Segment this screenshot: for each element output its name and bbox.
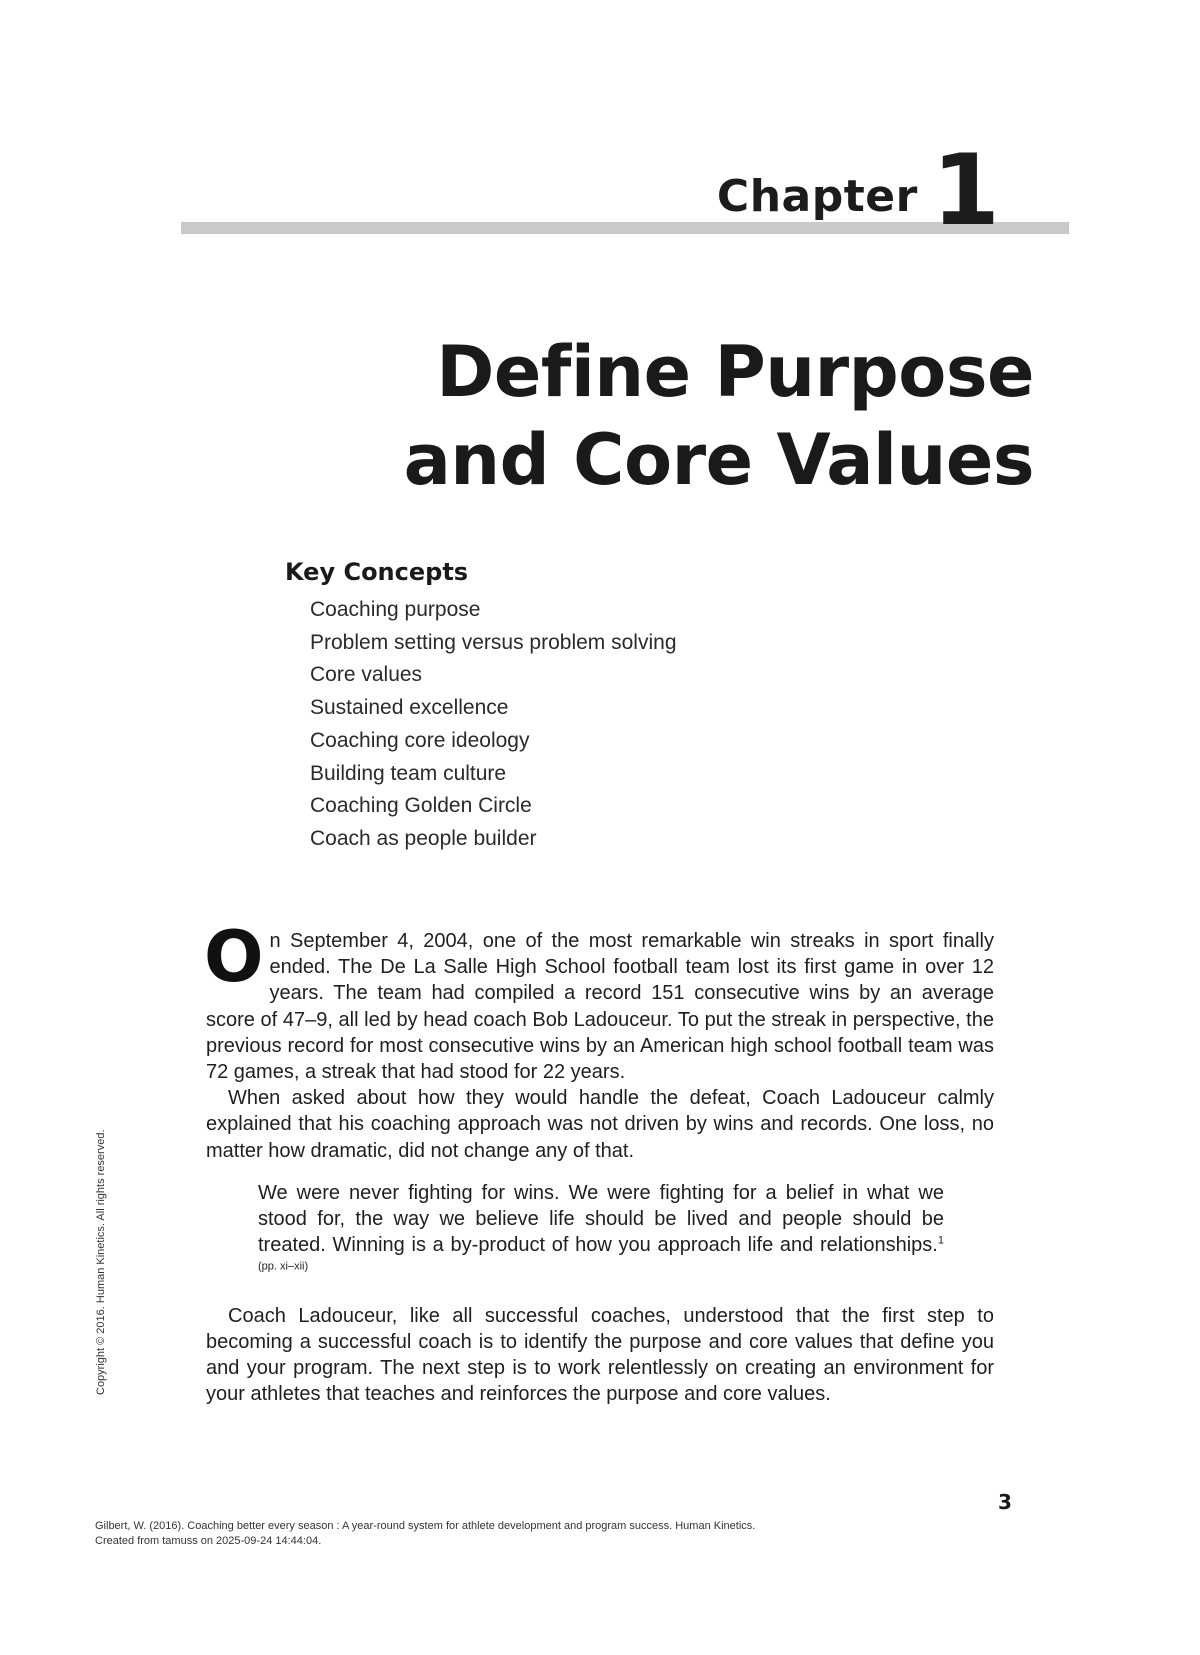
block-quote-text: We were never fighting for wins. We were fighting for a belief in what we stood for, the way we believe life should be lived and people should be treated. Winning is a by-product of how you approach life and relationships. [258,1181,944,1257]
paragraph-3: Coach Ladouceur, like all successful coaches, understood that the first step to becoming a successful coach is to identify the purpose and core values that define you and your program. The next step is to work relentlessly on creating an environment for your athletes that teaches and reinforces the purpose and core values. [206,1304,994,1406]
side-copyright: Copyright © 2016. Human Kinetics. All rights reserved. [95,1129,107,1395]
footer-citation-line-2: Created from tamuss on 2025-09-24 14:44:04. [95,1535,322,1547]
footer-citation-line-1: Gilbert, W. (2016). Coaching better every season : A year-round system for athlete development and program success. Human Kinetics. [95,1520,756,1532]
chapter-label [716,134,1000,248]
chapter-title-line-1: Define Purpose [436,331,1034,413]
body-text [204,916,994,1407]
chapter-number: 1 [931,134,1000,248]
key-concept-item: Coach as people builder [310,826,537,850]
paragraph-1 [204,916,994,1085]
chapter-title-line-2: and Core Values [403,419,1034,501]
paragraph-2: When asked about how they would handle the defeat, Coach Ladouceur calmly explained that his coaching approach was not driven by wins and records. One loss, no matter how dramatic, did not change any of that. [206,1087,994,1162]
footnote-reference: 1 (pp. xi–xii) [258,1234,944,1273]
key-concepts-list [285,594,677,856]
drop-cap: O [204,916,264,998]
chapter-word: Chapter [716,171,918,223]
key-concept-item: Problem setting versus problem solving [310,630,677,654]
chapter-title [134,328,1034,504]
key-concepts [285,558,677,856]
page-number: 3 [998,1490,1012,1514]
footer-citation [95,1519,755,1549]
key-concept-item: Sustained excellence [310,696,509,720]
key-concept-item: Building team culture [310,761,507,785]
key-concept-item: Coaching core ideology [310,728,530,752]
block-quote [258,1180,944,1285]
key-concept-item: Coaching Golden Circle [310,794,532,818]
paragraph-1-text: n September 4, 2004, one of the most remarkable win streaks in sport finally ended. The De La Salle High School football team lost its first game in over 12 years. The team had compiled a record 151 consecutive wins by an average score of 47–9, all led by head coach Bob Ladouceur. To put the streak in perspective, the previous record for most consecutive wins by an American high school football team was 72 games, a streak that had stood for 22 years. [206,930,994,1084]
key-concept-item: Core values [310,663,423,687]
key-concepts-heading: Key Concepts [285,558,469,586]
key-concept-item: Coaching purpose [310,598,481,621]
